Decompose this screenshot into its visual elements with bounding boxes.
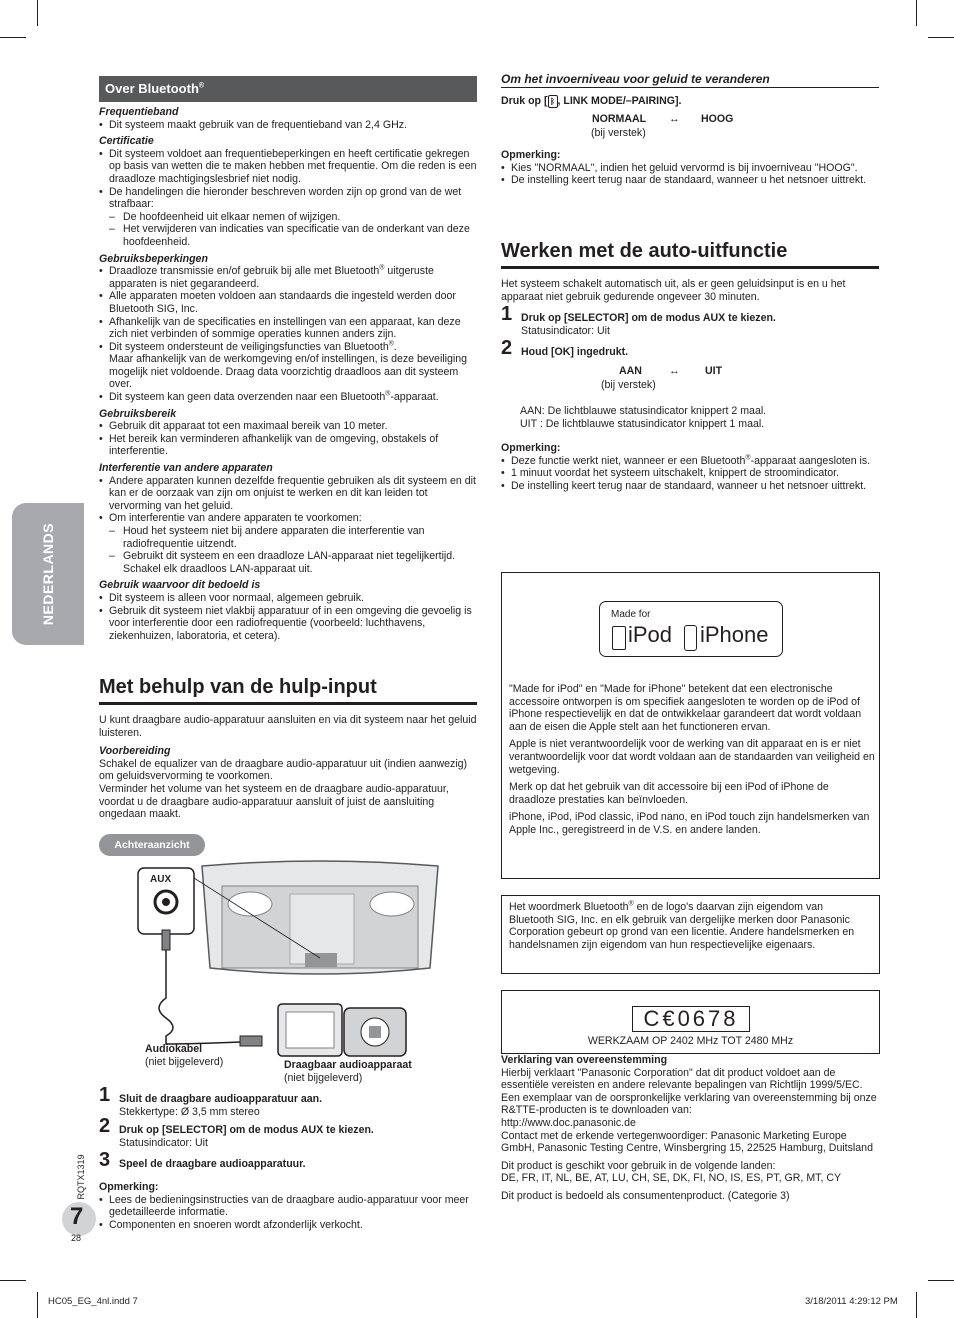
ce-box bbox=[501, 990, 880, 1054]
list-item: • Draadloze transmissie en/of gebruik bij alle met Bluetooth® uitgeruste apparaten is niet gegarandeerd. bbox=[99, 265, 477, 290]
list-subitem: – De hoofdeenheid uit elkaar nemen of wijzigen. bbox=[99, 211, 477, 224]
list-item: • Afhankelijk van de specificaties en instellingen van een apparaat, kan deze zich niet verbinden of sommige operaties kunnen anders zijn. bbox=[99, 316, 477, 341]
list-item: • 1 minuut voordat het systeem uitschakelt, knippert de stroomindicator. bbox=[501, 467, 879, 480]
paragraph: Merk op dat het gebruik van dit accessoire bij een iPod of iPhone de draadloze prestaties kan beïnvloeden. bbox=[509, 781, 829, 806]
step-2: 2 Houd [OK] ingedrukt. bbox=[501, 337, 629, 360]
list-item: • Het bereik kan verminderen afhankelijk van de omgeving, obstakels of interferentie. bbox=[99, 433, 477, 458]
page-number: 7 bbox=[70, 1203, 84, 1230]
crop-mark bbox=[928, 37, 954, 38]
country-list: DE, FR, IT, NL, BE, AT, LU, CH, SE, DK, FI, NO, IS, ES, PT, GR, MT, CY bbox=[501, 1172, 842, 1185]
input-level-title: Om het invoerniveau voor geluid te veranderen bbox=[501, 72, 879, 88]
conformity-section bbox=[501, 1054, 879, 1203]
footer-file: HC05_EG_4nl.indd 7 bbox=[48, 1296, 138, 1307]
center-button-icon bbox=[369, 1026, 381, 1038]
bluetooth-icon: ᛒ bbox=[548, 95, 558, 108]
paragraph: Verminder het volume van het systeem en de draagbare audio-apparatuur, voordat u de draagbare audio-apparatuur aansluit of juist de aansluiting ongedaan maakt. bbox=[99, 782, 449, 821]
crop-mark bbox=[0, 1280, 26, 1281]
note-title: Opmerking: bbox=[501, 442, 561, 455]
speaker-port-right bbox=[370, 892, 414, 916]
list-item: • Dit systeem maakt gebruik van de frequentieband van 2,4 GHz. bbox=[99, 119, 477, 132]
crop-mark bbox=[928, 1280, 954, 1281]
ce-mark: C€0678 bbox=[632, 1006, 750, 1032]
subheading: Certificatie bbox=[99, 135, 154, 148]
doc-code: RQTX1319 bbox=[76, 1154, 86, 1200]
language-tab-label: NEDERLANDS bbox=[40, 522, 56, 626]
paragraph: Dit product is bedoeld als consumentenproduct. (Categorie 3) bbox=[501, 1189, 790, 1202]
rear-view-pill: Achteraanzicht bbox=[99, 834, 205, 856]
made-for-badge bbox=[599, 601, 783, 657]
page-number-small: 28 bbox=[71, 1233, 82, 1243]
subheading: Gebruik waarvoor dit bedoeld is bbox=[99, 579, 261, 592]
step-1: 1 Druk op [SELECTOR] om de modus AUX te kiezen. Statusindicator: Uit bbox=[501, 303, 776, 337]
list-subitem: – Het verwijderen van indicaties van specificatie van de onderkant van deze hoofdeenheid. bbox=[99, 223, 477, 248]
badge-iphone-text: iPhone bbox=[700, 622, 769, 647]
ce-frequency: WERKZAAM OP 2402 MHz TOT 2480 MHz bbox=[587, 1035, 794, 1047]
ipod-icon bbox=[612, 626, 626, 650]
input-level-options: NORMAAL ↔ HOOG (bij verstek) bbox=[591, 113, 734, 139]
aux-section-title: Met behulp van de hulp-input bbox=[99, 676, 477, 705]
list-item: • Lees de bedieningsinstructies van de draagbare audio-apparatuur voor meer gedetailleerde informatie. bbox=[99, 1194, 477, 1219]
portable-device-screen bbox=[286, 1012, 334, 1048]
conformity-title: Verklaring van overeenstemming bbox=[501, 1054, 668, 1066]
aux-steps bbox=[99, 1084, 477, 1231]
plug-icon bbox=[240, 1036, 262, 1046]
subheading: Gebruiksbeperkingen bbox=[99, 252, 208, 265]
list-item: • De handelingen die hieronder beschreven worden zijn op grond van de wet strafbaar: bbox=[99, 186, 477, 211]
badge-ipod-text: iPod bbox=[628, 622, 673, 647]
paragraph: Hierbij verklaart "Panasonic Corporation" dat dit product voldoet aan de essentiële vereisten en andere relevante bepalingen van Richtlijn 1999/5/EC. bbox=[501, 1066, 863, 1092]
crop-mark bbox=[37, 1292, 38, 1318]
footer-date: 3/18/2011 4:29:12 PM bbox=[805, 1296, 898, 1307]
input-level-instruction: Druk op [ ᛒ , LINK MODE/–PAIRING]. bbox=[501, 95, 682, 107]
device-caption: Draagbaar audioapparaat (niet bijgeleverd) bbox=[284, 1059, 412, 1084]
paragraph: Schakel de equalizer van de draagbare audio-apparatuur uit (indien aanwezig) om geluidsvervorming te voorkomen. bbox=[99, 757, 468, 783]
aan-description: AAN: De lichtblauwe statusindicator knippert 2 maal. bbox=[520, 404, 767, 417]
note-title: Opmerking: bbox=[501, 149, 561, 161]
plug-icon bbox=[162, 930, 170, 950]
subheading: Interferentie van andere apparaten bbox=[99, 462, 273, 475]
input-level-section bbox=[501, 72, 879, 187]
step-3: 3 Speel de draagbare audioapparatuur. bbox=[99, 1149, 306, 1172]
aux-section bbox=[99, 676, 477, 821]
paragraph: Dit product is geschikt voor gebruik in de volgende landen: bbox=[501, 1159, 776, 1172]
list-subitem: – Houd het systeem niet bij andere apparaten die interferentie van radiofrequentie uitzendt. bbox=[99, 525, 477, 550]
cable-caption: Audiokabel (niet bijgeleverd) bbox=[145, 1043, 224, 1068]
crop-mark bbox=[916, 1292, 917, 1318]
auto-off-intro: Het systeem schakelt automatisch uit, als er geen geluidsinput is en u het apparaat niet gebruik gedurende ongeveer 30 minuten. bbox=[501, 278, 846, 303]
crop-mark bbox=[0, 37, 26, 38]
trademark-text: Het woordmerk Bluetooth® en de logo's daarvan zijn eigendom van Bluetooth SIG, Inc. en elk gebruik van dergelijke merken door Panasonic Corporation gebeurt op grond van een licentie. Andere handelsmerken en handelsnamen zijn eigendom van hun respectievelijke eigenaars. bbox=[509, 900, 855, 951]
list-item: • Componenten en snoeren wordt afzonderlijk verkocht. bbox=[99, 1219, 477, 1232]
paragraph: Een exemplaar van de oorspronkelijke verklaring van overeenstemming bij onze R&TTE-producten is te downloaden van: bbox=[501, 1091, 877, 1117]
conformity-link[interactable]: http://www.doc.panasonic.de bbox=[501, 1116, 636, 1129]
list-item: • Gebruik dit systeem niet vlakbij apparatuur of in een omgeving die gevoelig is voor interferentie door een radiofrequentie (voorbeeld: luchthavens, ziekenhuizen, laboratoria, et cetera). bbox=[99, 605, 477, 643]
list-item: • Alle apparaten moeten voldoen aan standaards die ingesteld werden door Bluetooth SIG, Inc. bbox=[99, 290, 477, 315]
made-for-ipod-box bbox=[501, 572, 880, 879]
paragraph: iPhone, iPod, iPod classic, iPod nano, en iPod touch zijn handelsmerken van Apple Inc., geregistreerd in de V.S. en andere landen. bbox=[509, 811, 870, 836]
list-item: • Dit systeem voldoet aan frequentiebeperkingen en heeft certificatie gekregen op basis van wetten die te maken hebben met frequentie. Om die reden is een draadloze machtigingslesbrief niet nodig. bbox=[99, 148, 477, 186]
language-tab bbox=[12, 503, 84, 645]
subheading: Voorbereiding bbox=[99, 745, 171, 758]
note-title: Opmerking: bbox=[99, 1180, 159, 1193]
paragraph: Apple is niet verantwoordelijk voor de werking van dit apparaat en is er niet verantwoordelijk voor dat wordt voldaan aan de standaarden van veiligheid en wetgeving. bbox=[509, 738, 875, 776]
list-item: • Dit systeem ondersteunt de veiligingsfuncties van Bluetooth®. bbox=[99, 341, 477, 354]
made-for-text bbox=[509, 683, 875, 837]
crop-mark bbox=[37, 0, 38, 26]
aux-label: AUX bbox=[150, 874, 172, 885]
paragraph: "Made for iPod" en "Made for iPhone" betekent dat een electronische accessoire ontworpen is om specifiek aangesloten te worden op de iPod of iPhone respectievelijk en dat de ontwikkelaar garandeert dat wordt voldaan aan de eisen die Apple stelt aan het functioneren ervan. bbox=[509, 683, 862, 733]
list-subitem: – Gebruikt dit systeem en een draadloze LAN-apparaat niet tegelijkertijd. Schakel elk draadloos LAN-apparaat uit. bbox=[99, 550, 477, 575]
list-item-continued: Maar afhankelijk van de werkomgeving en/of instellingen, is deze beveiliging mogelijk niet voldoende. Draag data voorzichtig draadloos aan dit systeem over. bbox=[109, 353, 468, 391]
subheading: Gebruiksbereik bbox=[99, 407, 177, 420]
aux-connection-illustration bbox=[130, 858, 450, 1058]
list-item: • De instelling keert terug naar de standaard, wanneer u het netsnoer uittrekt. bbox=[501, 480, 879, 493]
list-item: • Om interferentie van andere apparaten te voorkomen: bbox=[99, 512, 477, 525]
aux-intro: U kunt draagbare audio-apparatuur aansluiten en via dit systeem naar het geluid luisteren. bbox=[99, 714, 477, 739]
crop-mark bbox=[916, 0, 917, 26]
badge-made-for-text: Made for bbox=[611, 609, 651, 620]
left-column bbox=[99, 76, 477, 642]
iphone-icon bbox=[684, 625, 697, 651]
auto-off-title: Werken met de auto-uitfunctie bbox=[501, 240, 879, 269]
list-item: • Dit systeem kan geen data overzenden naar een Bluetooth®-apparaat. bbox=[99, 391, 477, 404]
auto-off-section bbox=[501, 240, 879, 493]
list-item: • De instelling keert terug naar de standaard, wanneer u het netsnoer uittrekt. bbox=[501, 174, 879, 187]
bluetooth-section-title: Over Bluetooth® bbox=[99, 76, 477, 102]
list-item: • Andere apparaten kunnen dezelfde frequentie gebruiken als dit systeem en dit kan er de oorzaak van zijn om onjuist te werken en dit kan leiden tot vervorming van het geluid. bbox=[99, 475, 477, 513]
subheading: Frequentieband bbox=[99, 106, 179, 118]
auto-off-options: AAN ↔ UIT (bij verstek) bbox=[601, 364, 723, 391]
list-item: • Deze functie werkt niet, wanneer er een Bluetooth®-apparaat aangesloten is. bbox=[501, 455, 879, 468]
step-1: 1 Sluit de draagbare audioapparatuur aan. Stekkertype: Ø 3,5 mm stereo bbox=[99, 1084, 323, 1118]
list-item: • Gebruik dit apparaat tot een maximaal bereik van 10 meter. bbox=[99, 420, 477, 433]
aux-jack-center bbox=[162, 898, 170, 906]
step-2: 2 Druk op [SELECTOR] om de modus AUX te kiezen. Statusindicator: Uit bbox=[99, 1115, 374, 1149]
trademark-box bbox=[501, 895, 880, 974]
paragraph: Contact met de erkende vertegenwoordiger: Panasonic Marketing Europe GmbH, Panasonic Testing Centre, Winsbergring 15, 22525 Hamburg, Duitsland bbox=[501, 1129, 873, 1155]
list-item: • Dit systeem is alleen voor normaal, algemeen gebruik. bbox=[99, 592, 477, 605]
uit-description: UIT : De lichtblauwe statusindicator knippert 1 maal. bbox=[520, 417, 765, 430]
list-item: • Kies "NORMAAL", indien het geluid vervormd is bij invoerniveau "HOOG". bbox=[501, 162, 879, 175]
speaker-jack-panel bbox=[305, 953, 337, 967]
